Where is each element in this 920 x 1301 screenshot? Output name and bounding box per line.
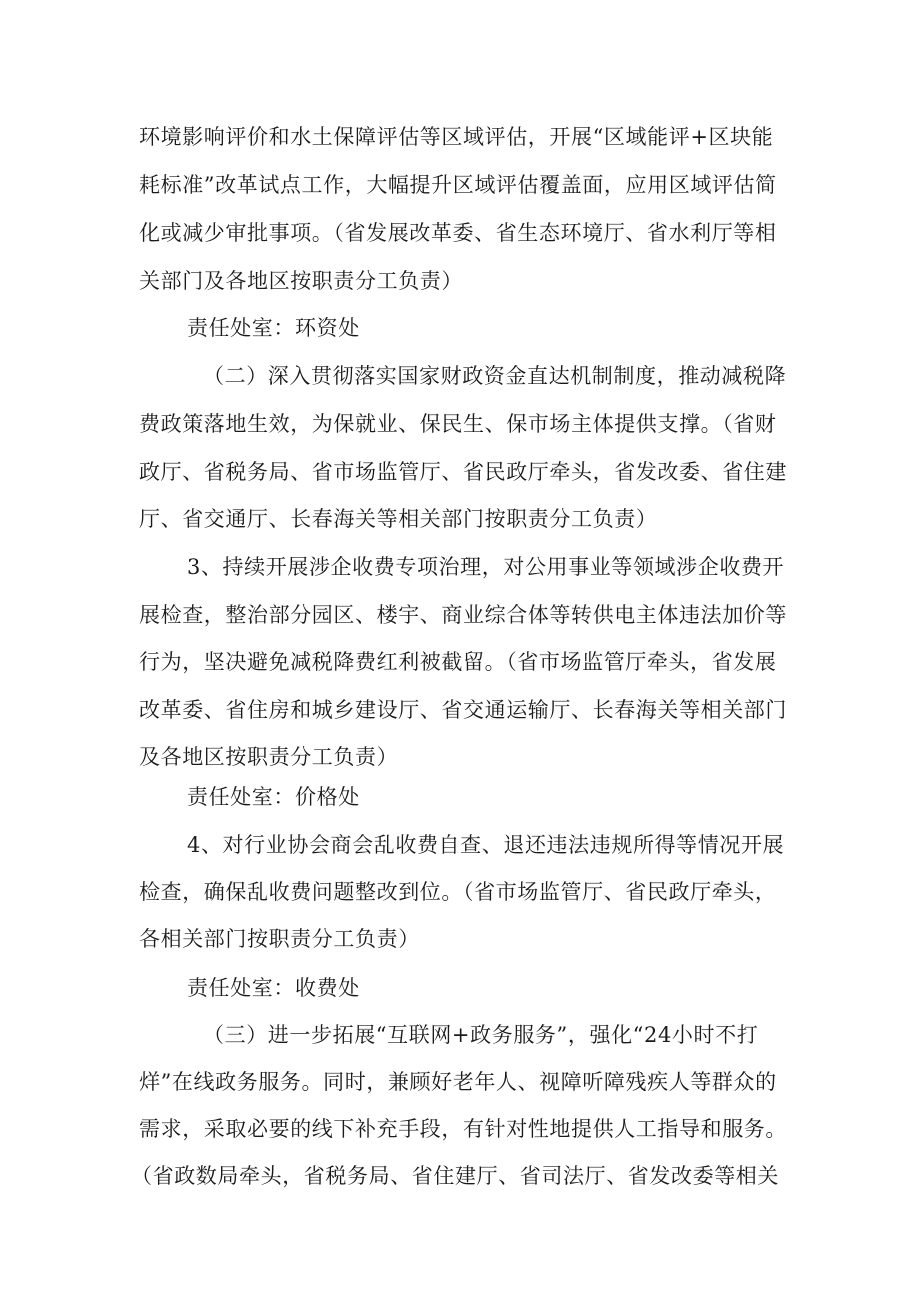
text-line: 检查，确保乱收费问题整改到位。（省市场监管厅、省民政厅牵头， (139, 880, 777, 904)
text-line: 关部门及各地区按职责分工负责） (139, 269, 463, 293)
text-line: 各相关部门按职责分工负责） (139, 927, 420, 951)
text-line: （省政数局牵头，省税务局、省住建厅、省司法厅、省发改委等相关 (131, 1164, 779, 1188)
text-line: 烊”在线政务服务。同时，兼顾好老年人、视障听障残疾人等群众的 (139, 1070, 777, 1094)
responsible-office: 责任处室：收费处 (187, 976, 360, 1000)
text-line: 化或减少审批事项。（省发展改革委、省生态环境厅、省水利厅等相 (139, 221, 777, 245)
text-line: 及各地区按职责分工负责） (139, 745, 399, 769)
text-line: 政厅、省税务局、省市场监管厅、省民政厅牵头，省发改委、省住建 (139, 460, 787, 484)
numbered-item: 3、持续开展涉企收费专项治理，对公用事业等领域涉企收费开 (187, 555, 785, 579)
text-line: 展检查，整治部分园区、楼宇、商业综合体等转供电主体违法加价等 (139, 603, 787, 627)
text-line: 环境影响评价和水土保障评估等区域评估，开展“区域能评+区块能 (139, 125, 774, 149)
section-heading: （三）进一步拓展“互联网+政务服务”，强化“24小时不打 (203, 1023, 759, 1047)
text-line: 行为，坚决避免减税降费红利被截留。（省市场监管厅牵头，省发展 (139, 650, 777, 674)
numbered-item: 4、对行业协会商会乱收费自查、退还违法违规所得等情况开展 (187, 833, 785, 857)
text-line: 改革委、省住房和城乡建设厅、省交通运输厅、长春海关等相关部门 (139, 698, 787, 722)
text-line: 厅、省交通厅、长春海关等相关部门按职责分工负责） (139, 507, 658, 531)
responsible-office: 责任处室：价格处 (187, 785, 360, 809)
text-line: 费政策落地生效，为保就业、保民生、保市场主体提供支撑。（省财 (139, 412, 777, 436)
section-heading: （二）深入贯彻落实国家财政资金直达机制制度，推动减税降 (203, 364, 787, 388)
text-line: 耗标准”改革试点工作，大幅提升区域评估覆盖面，应用区域评估简 (139, 173, 777, 197)
responsible-office: 责任处室：环资处 (187, 316, 360, 340)
text-line: 需求，采取必要的线下补充手段，有针对性地提供人工指导和服务。 (139, 1117, 787, 1141)
